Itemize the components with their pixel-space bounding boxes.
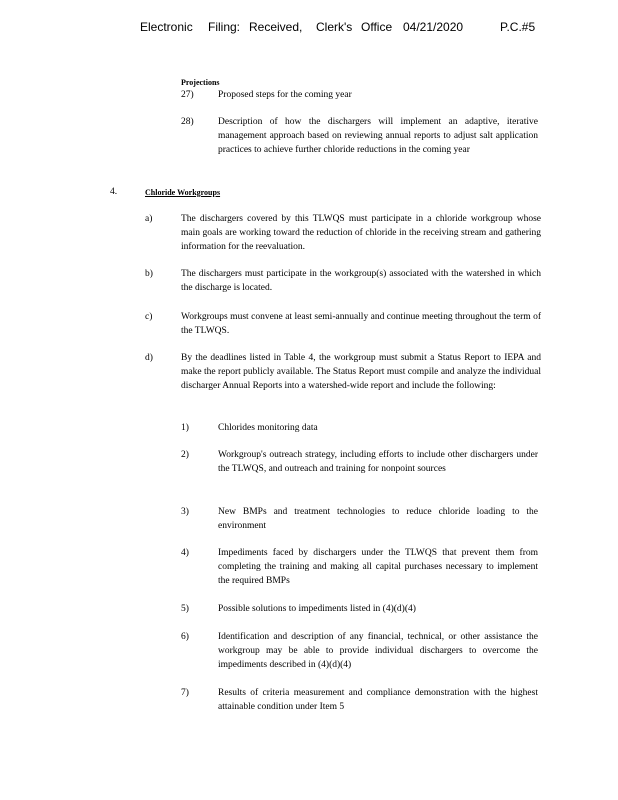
subitem-text: Identification and description of any financial, technical, or other assistance the workgroup may be able to provide individual dischargers to overcome the impediments described in (4)(d)(4) bbox=[218, 632, 538, 670]
item-number: 28) bbox=[181, 117, 194, 127]
item-text: Proposed steps for the coming year bbox=[218, 90, 352, 100]
item-text: By the deadlines listed in Table 4, the workgroup must submit a Status Report to IEPA and make the report publicly available. The Status Report must compile and analyze the individual discharger Annual Reports into a watershed-wide report and include the following: bbox=[181, 353, 541, 391]
header-pc: P.C.#5 bbox=[500, 20, 536, 34]
header-office: Office bbox=[361, 20, 393, 34]
item-label: d) bbox=[145, 353, 153, 363]
subitem-number: 5) bbox=[181, 604, 189, 614]
item-text: The dischargers must participate in the workgroup(s) associated with the watershed in which the discharge is located. bbox=[181, 269, 541, 293]
subitem-number: 6) bbox=[181, 632, 189, 642]
item-text: Description of how the dischargers will implement an adaptive, iterative management approach based on reviewing annual reports to adjust salt application practices to achieve further chloride reductions in the coming year bbox=[218, 117, 538, 155]
item-label: b) bbox=[145, 269, 153, 279]
section-title: Chloride Workgroups bbox=[145, 188, 221, 197]
item-text: The dischargers covered by this TLWQS must participate in a chloride workgroup whose main goals are working toward the reduction of chloride in the receiving stream and gathering information for the reevaluation. bbox=[181, 214, 541, 252]
projections-heading: Projections bbox=[181, 78, 220, 87]
item-label: a) bbox=[145, 214, 153, 224]
subitem-number: 1) bbox=[181, 423, 189, 433]
filing-header bbox=[0, 20, 618, 40]
subitem-number: 4) bbox=[181, 548, 189, 558]
subitem-number: 7) bbox=[181, 688, 189, 698]
subitem-text: New BMPs and treatment technologies to reduce chloride loading to the environment bbox=[218, 507, 538, 531]
item-number: 27) bbox=[181, 90, 194, 100]
subitem-text: Impediments faced by dischargers under the TLWQS that prevent them from completing the training and making all capital purchases necessary to implement the required BMPs bbox=[218, 548, 538, 586]
header-date: 04/21/2020 bbox=[403, 20, 464, 34]
item-text: Workgroups must convene at least semi-annually and continue meeting throughout the term of the TLWQS. bbox=[181, 312, 541, 336]
subitem-number: 3) bbox=[181, 507, 189, 517]
item-label: c) bbox=[145, 312, 153, 322]
subitem-text: Workgroup's outreach strategy, including efforts to include other dischargers under the TLWQS, and outreach and training for nonpoint sources bbox=[218, 450, 538, 474]
subitem-text: Possible solutions to impediments listed in (4)(d)(4) bbox=[218, 604, 416, 614]
header-received: Received, bbox=[249, 20, 303, 34]
header-filing: Filing: bbox=[208, 20, 241, 34]
header-clerks: Clerk's bbox=[316, 20, 353, 34]
section-number: 4. bbox=[110, 187, 118, 197]
subitem-text: Results of criteria measurement and compliance demonstration with the highest attainable condition under Item 5 bbox=[218, 688, 538, 712]
subitem-number: 2) bbox=[181, 450, 189, 460]
subitem-text: Chlorides monitoring data bbox=[218, 423, 318, 433]
header-electronic: Electronic bbox=[140, 20, 193, 34]
